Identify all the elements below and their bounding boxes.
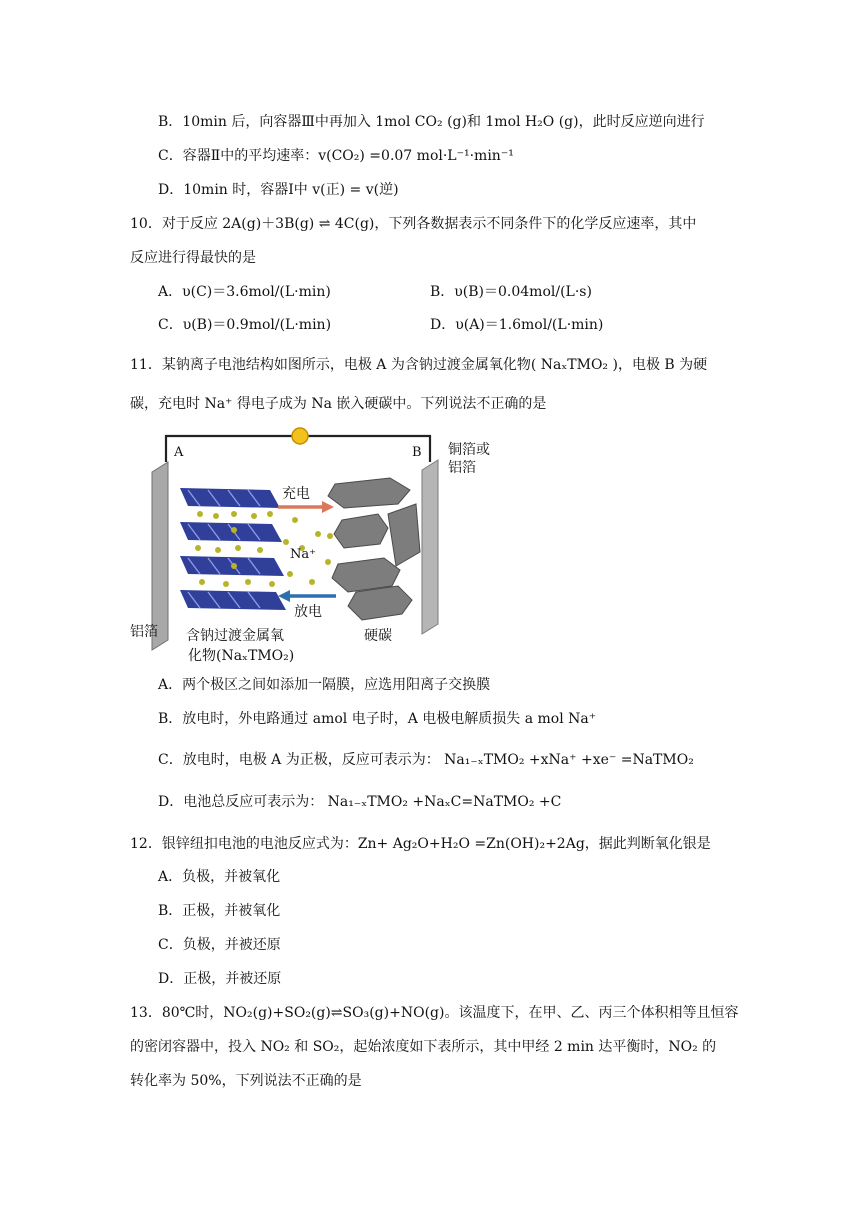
question-11-stem: 11．某钠离子电池结构如图所示，电极 A 为含钠过渡金属氧化物( NaₓTMO₂ )，电极 B 为硬 [130,357,708,373]
option-11a: A．两个极区之间如添加一隔膜，应选用阳离子交换膜 [158,677,491,693]
label-cathode-2: 化物(NaₓTMO₂) [188,648,295,664]
option-9c: C．容器Ⅱ中的平均速率：v(CO₂) =0.07 mol·L⁻¹·min⁻¹ [158,148,514,164]
option-10c: C．υ(B)＝0.9mol/(L·min) [158,317,332,333]
electrode-b-plate [422,460,438,634]
option-10b: B．υ(B)＝0.04mol/(L·s) [430,284,592,300]
label-charge: 充电 [282,486,310,502]
label-cathode-1: 含钠过渡金属氧 [186,628,284,644]
label-aluminum-foil-a: 铝箔 [130,624,158,640]
option-11c: C．放电时，电极 A 为正极，反应可表示为： Na₁₋ₓTMO₂ +xNa⁺ +xe⁻ =NaTMO₂ [158,752,694,768]
bulb-icon [292,428,308,444]
label-discharge: 放电 [294,604,322,620]
question-13-stem: 13．80℃时，NO₂(g)+SO₂(g)⇌SO₃(g)+NO(g)。该温度下，在甲、乙、丙三个体积相等且恒容 [130,1005,739,1021]
option-12b: B．正极，并被氧化 [158,903,281,919]
label-na-ion: Na⁺ [290,547,316,562]
question-12-stem: 12．银锌纽扣电池的电池反应式为：Zn+ Ag₂O+H₂O =Zn(OH)₂+2Ag，据此判断氧化银是 [130,836,711,852]
question-10-stem: 10．对于反应 2A(g)＋3B(g) ⇌ 4C(g)，下列各数据表示不同条件下的化学反应速率，其中 [130,216,697,232]
battery-diagram [130,424,500,669]
option-9d: D．10min 时，容器Ⅰ中 v(正) = v(逆) [158,182,399,198]
electrode-a-plate [152,462,168,650]
label-hard-carbon: 硬碳 [364,628,392,644]
question-10-stem-cont: 反应进行得最快的是 [130,250,256,266]
option-12c: C．负极，并被还原 [158,937,281,953]
option-10d: D．υ(A)＝1.6mol/(L·min) [430,317,604,333]
label-electrode-b: B [412,445,422,460]
option-9b: B．10min 后，向容器Ⅲ中再加入 1mol CO₂ (g)和 1mol H₂O (g)，此时反应逆向进行 [158,114,705,130]
option-11b: B．放电时，外电路通过 amol 电子时，A 电极电解质损失 a mol Na⁺ [158,711,597,727]
option-10a: A．υ(C)＝3.6mol/(L·min) [158,284,331,300]
option-12a: A．负极，并被氧化 [158,869,281,885]
question-11-stem-cont: 碳，充电时 Na⁺ 得电子成为 Na 嵌入硬碳中。下列说法不正确的是 [130,396,547,412]
label-electrode-a: A [174,445,184,460]
option-12d: D．正极，并被还原 [158,971,282,987]
question-13-stem-end: 转化率为 50%，下列说法不正确的是 [130,1073,362,1089]
label-aluminum-foil-b: 铝箔 [448,460,476,476]
label-copper-foil: 铜箔或 [448,442,490,458]
option-11d: D．电池总反应可表示为： Na₁₋ₓTMO₂ +NaₓC=NaTMO₂ +C [158,794,562,810]
question-13-stem-cont: 的密闭容器中，投入 NO₂ 和 SO₂，起始浓度如下表所示，其中甲经 2 min 达平衡时，NO₂ 的 [130,1039,717,1055]
